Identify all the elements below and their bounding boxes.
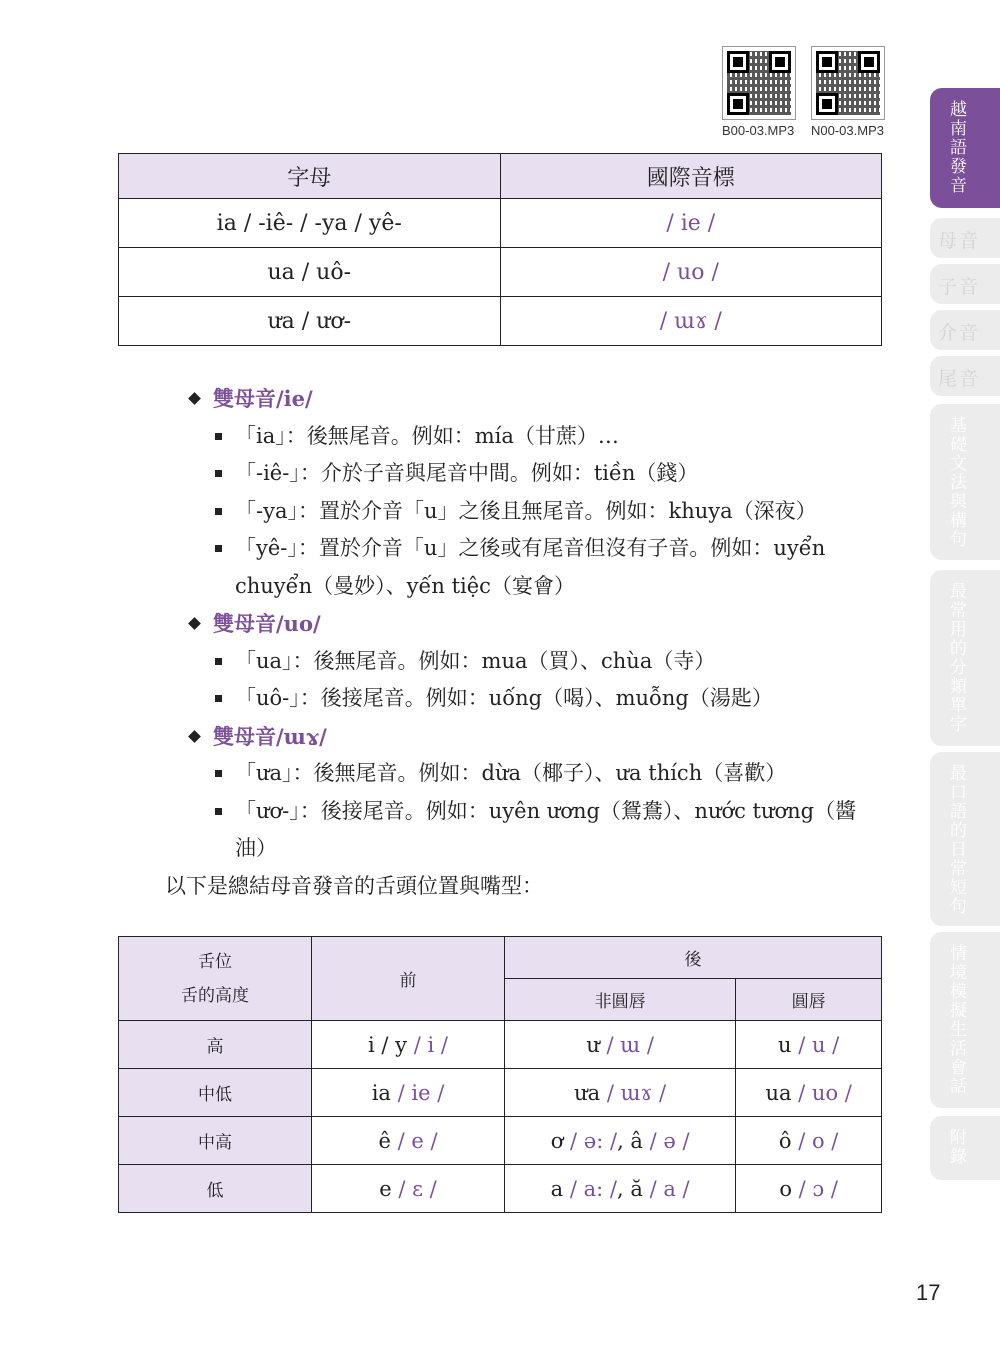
list-item: 「ươ-」：後接尾音。例如：uyên ương（鴛鴦）、nước tương（醬油） <box>160 793 882 868</box>
tab-grammar[interactable]: 基礎文法與構句 <box>930 404 1000 560</box>
diamond-bullet-icon <box>188 730 201 743</box>
list-item: 「-iê-」：介於子音與尾音中間。例如：tiền（錢） <box>160 455 882 493</box>
tab-vowels[interactable]: 母音 <box>930 218 1000 258</box>
square-bullet-icon <box>215 470 222 477</box>
corner-header: 舌位 舌的高度 <box>119 937 312 1021</box>
cell-front: ê / e / <box>312 1117 505 1165</box>
cell-unrounded: ư / ɯ / <box>505 1021 736 1069</box>
cell-front: i / y / i / <box>312 1021 505 1069</box>
tab-finals[interactable]: 尾音 <box>930 356 1000 396</box>
section-heading: 雙母音/uo/ <box>160 605 882 643</box>
cell-rounded: ô / o / <box>736 1117 882 1165</box>
cell-rounded: ua / uo / <box>736 1069 882 1117</box>
square-bullet-icon <box>215 808 222 815</box>
row-height-label: 低 <box>119 1165 312 1213</box>
cell-ipa: / uo / <box>500 248 882 297</box>
square-bullet-icon <box>215 695 222 702</box>
square-bullet-icon <box>215 658 222 665</box>
cell-unrounded: ơ / ə: /, â / ə / <box>505 1117 736 1165</box>
tab-appendix[interactable]: 附錄 <box>930 1116 1000 1180</box>
cell-rounded: u / u / <box>736 1021 882 1069</box>
page-number: 17 <box>916 1280 941 1305</box>
cell-front: e / ɛ / <box>312 1165 505 1213</box>
square-bullet-icon <box>215 433 222 440</box>
cell-unrounded: ưa / ɯɤ / <box>505 1069 736 1117</box>
cell-front: ia / ie / <box>312 1069 505 1117</box>
cell-rounded: o / ɔ / <box>736 1165 882 1213</box>
explanation-body <box>160 380 882 905</box>
qr-code-n00[interactable] <box>811 46 885 120</box>
header-unrounded: 非圓唇 <box>505 979 736 1021</box>
list-item: 「ia」：後無尾音。例如：mía（甘蔗）… <box>160 418 882 456</box>
square-bullet-icon <box>215 770 222 777</box>
header-letters: 字母 <box>119 154 501 199</box>
audio-label-b00: B00-03.MP3 <box>722 123 795 138</box>
header-ipa: 國際音標 <box>500 154 882 199</box>
cell-letters: ua / uô- <box>119 248 501 297</box>
header-rounded: 圓唇 <box>736 979 882 1021</box>
tab-consonants[interactable]: 子音 <box>930 264 1000 304</box>
tab-medials[interactable]: 介音 <box>930 310 1000 350</box>
diphthong-table <box>118 153 882 346</box>
cell-ipa: / ɯɤ / <box>500 297 882 346</box>
diamond-bullet-icon <box>188 617 201 630</box>
header-front: 前 <box>312 937 505 1021</box>
section-heading: 雙母音/ie/ <box>160 380 882 418</box>
tab-daily-phrases[interactable]: 最口語的日常短句 <box>930 752 1000 926</box>
cell-letters: ia / -iê- / -ya / yê- <box>119 199 501 248</box>
diamond-bullet-icon <box>188 392 201 405</box>
cell-letters: ưa / ươ- <box>119 297 501 346</box>
qr-code-b00[interactable] <box>722 46 796 120</box>
tab-vocabulary[interactable]: 最常用的分類單字 <box>930 570 1000 746</box>
cell-ipa: / ie / <box>500 199 882 248</box>
summary-line: 以下是總結母音發音的舌頭位置與嘴型： <box>165 873 543 898</box>
list-item: 「-ya」：置於介音「u」之後且無尾音。例如：khuya（深夜） <box>160 493 882 531</box>
list-item: 「ua」：後無尾音。例如：mua（買）、chùa（寺） <box>160 643 882 681</box>
tab-situational-conversation[interactable]: 情境模擬生活會話 <box>930 932 1000 1108</box>
vowel-summary-table <box>118 936 882 1213</box>
list-item: 「uô-」：後接尾音。例如：uống（喝）、muỗng（湯匙） <box>160 680 882 718</box>
row-height-label: 中高 <box>119 1117 312 1165</box>
list-item: 「ưa」：後無尾音。例如：dừa（椰子）、ưa thích（喜歡） <box>160 755 882 793</box>
row-height-label: 中低 <box>119 1069 312 1117</box>
section-heading: 雙母音/ɯɤ/ <box>160 718 882 756</box>
cell-unrounded: a / a: /, ă / a / <box>505 1165 736 1213</box>
tab-vietnamese-pronunciation[interactable]: 越南語發音 <box>930 88 1000 208</box>
square-bullet-icon <box>215 508 222 515</box>
list-item: 「yê-」：置於介音「u」之後或有尾音但沒有子音。例如：uyển chuyển（曼妙）、yến tiệc（宴會） <box>160 530 882 605</box>
audio-label-n00: N00-03.MP3 <box>811 123 884 138</box>
header-back: 後 <box>505 937 882 979</box>
square-bullet-icon <box>215 545 222 552</box>
row-height-label: 高 <box>119 1021 312 1069</box>
